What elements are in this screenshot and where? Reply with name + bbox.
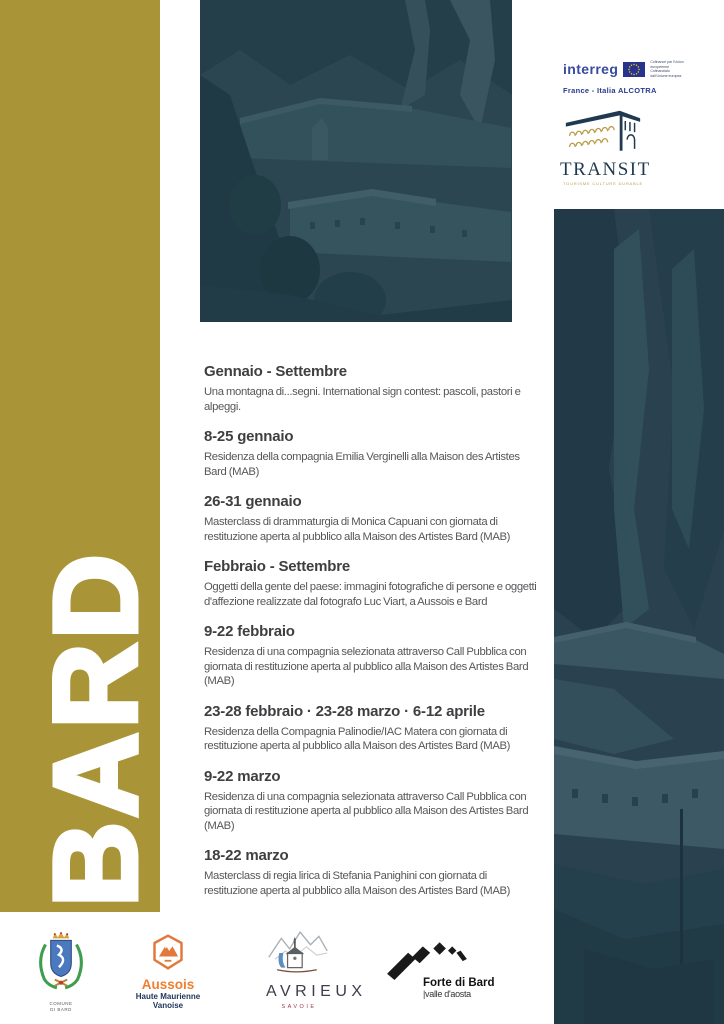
event-date: 18-22 marzo bbox=[204, 847, 289, 864]
event-description: Masterclass di regia lirica di Stefania Panighini con giornata di restituzione aperta al pubblico alla Maison des Artistes Bard (MAB) bbox=[204, 870, 511, 897]
transit-subtitle: TOURISME CULTURE DURABLE bbox=[563, 181, 643, 186]
comune-caption-line1: COMUNE bbox=[49, 1001, 73, 1006]
event-description: Oggetti della gente del paese: immagini fotografiche di persone e oggetti d'affezione realizzate dal fotografo Luc Viart, a Aussois e Bard bbox=[204, 581, 537, 608]
event-item bbox=[204, 557, 542, 609]
cofinance-text bbox=[650, 60, 684, 78]
avrieux-wordmark: AVRIEUX bbox=[266, 983, 367, 1000]
event-item bbox=[204, 427, 542, 479]
event-date: 9-22 marzo bbox=[204, 767, 281, 785]
fort-photo-top bbox=[200, 0, 512, 322]
avrieux-mountains-icon bbox=[266, 928, 330, 976]
comune-caption bbox=[28, 1001, 94, 1012]
cofinance-line2: Cofinanziato dall'Unione europea bbox=[650, 69, 682, 78]
forte-di-bard-logo bbox=[385, 938, 495, 999]
transit-fort-icon bbox=[563, 108, 643, 160]
cofinance-line1: Cofinancé par l'Union européenne bbox=[650, 60, 684, 69]
interreg-wordmark: interreg bbox=[563, 61, 619, 77]
fort-photo-top-art bbox=[200, 0, 512, 322]
event-item bbox=[204, 362, 542, 414]
aussois-logo bbox=[132, 934, 204, 1010]
forte-wordmark: Forte di Bard bbox=[423, 977, 495, 989]
event-item bbox=[204, 702, 542, 754]
event-date: Febbraio - Settembre bbox=[204, 558, 351, 575]
comune-di-bard-logo bbox=[28, 928, 94, 1012]
aussois-hexagon-icon bbox=[151, 934, 185, 970]
aussois-subtitle bbox=[132, 992, 204, 1010]
event-list bbox=[204, 362, 542, 911]
event-item bbox=[204, 767, 542, 834]
fort-photo-right bbox=[554, 209, 724, 1024]
forte-di-bard-text bbox=[423, 977, 495, 999]
comune-caption-line2: DI BARD bbox=[50, 1006, 72, 1012]
vertical-title: BARD bbox=[30, 550, 162, 907]
forte-subtitle: |valle d'aosta bbox=[423, 989, 471, 999]
event-item bbox=[204, 622, 542, 689]
aussois-subtitle-line2: Vanoise bbox=[152, 1001, 184, 1010]
comune-di-bard-crest-icon bbox=[32, 928, 90, 994]
event-description: Residenza di una compagnia selezionata attraverso Call Pubblica con giornata di restituzione aperta al pubblico alla Maison des Artistes Bard (MAB) bbox=[204, 646, 529, 687]
event-description: Una montagna di...segni. International sign contest: pascoli, pastori e alpeggi. bbox=[204, 386, 521, 413]
avrieux-subtitle: SAVOIE bbox=[281, 1004, 317, 1010]
fort-photo-right-art bbox=[554, 209, 724, 1024]
alcotra-program-label: France - Italia ALCOTRA bbox=[563, 86, 657, 95]
event-description: Masterclass di drammaturgia di Monica Capuani con giornata di restituzione aperta al pubblico alla Maison des Artistes Bard (MAB) bbox=[204, 516, 511, 543]
event-date: 9-22 febbraio bbox=[204, 623, 295, 640]
transit-logo bbox=[560, 108, 651, 186]
event-description: Residenza della Compagnia Palinodie/IAC Matera con giornata di restituzione aperta al pubblico alla Maison des Artistes Bard (MAB) bbox=[204, 725, 511, 752]
event-description: Residenza della compagnia Emilia Verginelli alla Maison des Artistes Bard (MAB) bbox=[204, 451, 520, 478]
aussois-subtitle-line1: Haute Maurienne bbox=[135, 992, 201, 1001]
event-date: Gennaio - Settembre bbox=[204, 363, 347, 380]
event-date: 8-25 gennaio bbox=[204, 428, 294, 445]
event-date: 26-31 gennaio bbox=[204, 493, 302, 510]
transit-wordmark: TRANSIT bbox=[560, 159, 651, 180]
aussois-wordmark: Aussois bbox=[141, 977, 195, 992]
avrieux-logo bbox=[262, 928, 367, 1010]
interreg-logo bbox=[563, 60, 713, 95]
event-item bbox=[204, 492, 542, 544]
forte-di-bard-mark-icon bbox=[385, 938, 469, 980]
event-item bbox=[204, 846, 542, 898]
event-description: Residenza di una compagnia selezionata attraverso Call Pubblica con giornata di restituzione aperta al pubblico alla Maison des Artistes Bard (MAB) bbox=[204, 790, 529, 832]
event-date: 23-28 febbraio · 23-28 marzo · 6-12 aprile bbox=[204, 702, 485, 720]
eu-flag-icon bbox=[623, 62, 645, 77]
